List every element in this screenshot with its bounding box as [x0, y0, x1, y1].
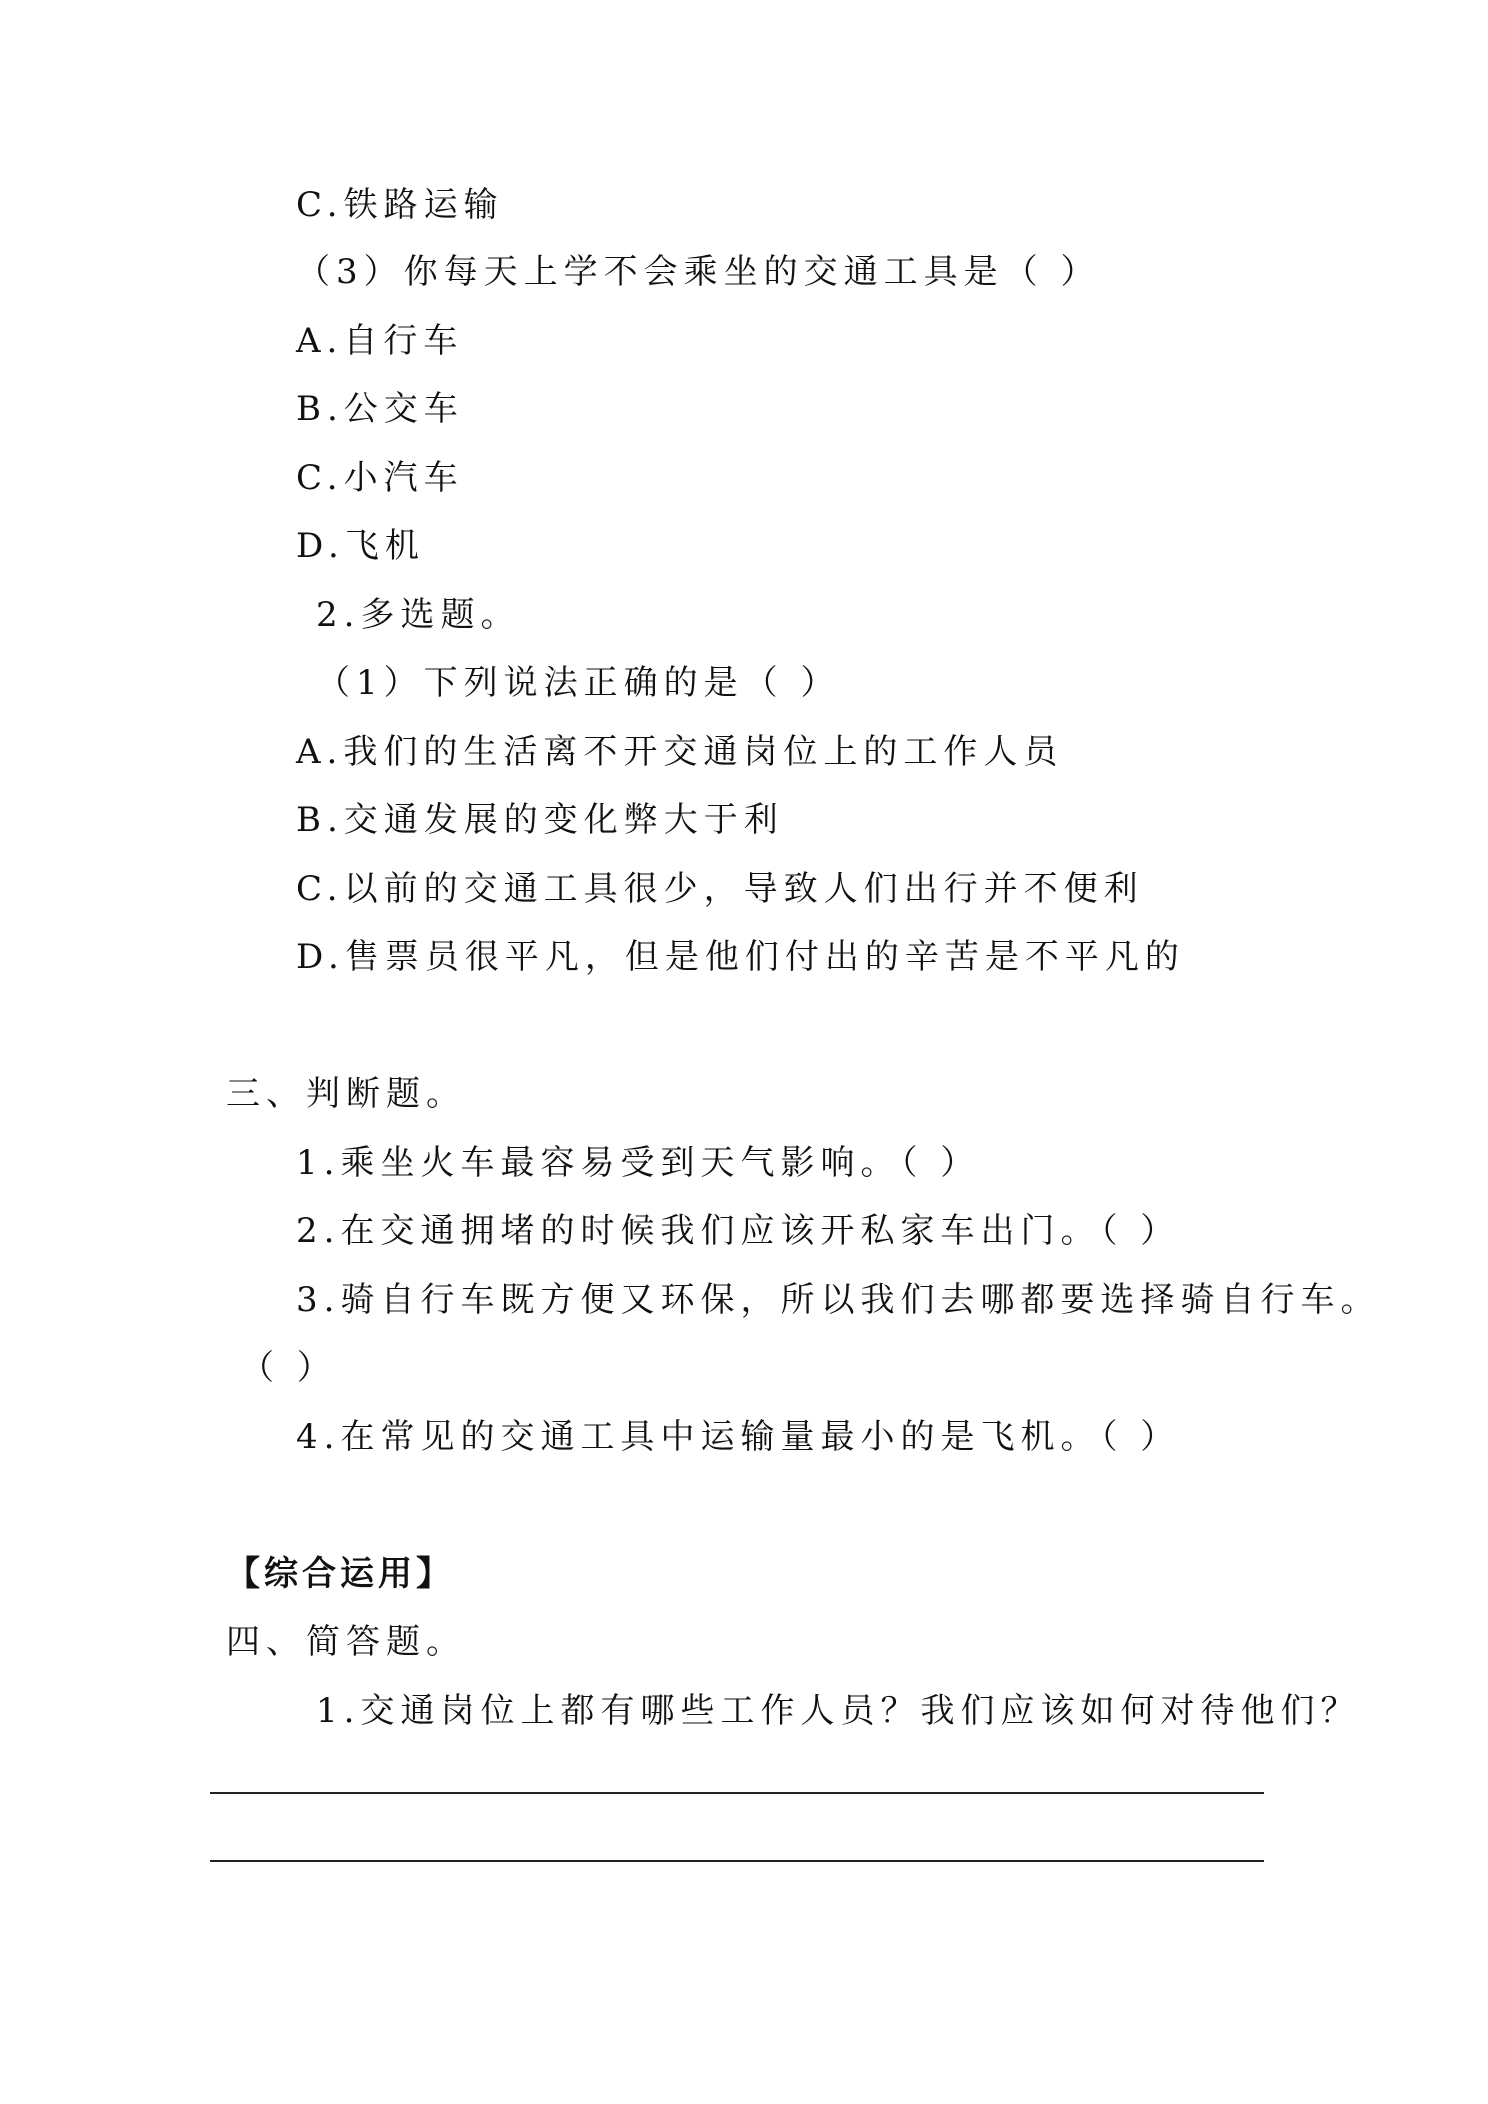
applied-section-label: 【综合运用】	[226, 1554, 454, 1594]
judgement-item-4: 4.在常见的交通工具中运输量最小的是飞机。（ ）	[296, 1417, 1181, 1457]
multi-option-d: D.售票员很平凡，但是他们付出的辛苦是不平凡的	[296, 937, 1185, 977]
multi-option-a: A.我们的生活离不开交通岗位上的工作人员	[296, 732, 1064, 772]
judgement-item-3-bracket: （ ）	[240, 1348, 337, 1388]
answer-line-2[interactable]	[210, 1860, 1264, 1862]
judgement-item-1: 1.乘坐火车最容易受到天气影响。（ ）	[296, 1143, 981, 1183]
judgement-heading: 三、判断题。	[226, 1074, 466, 1114]
answer-line-1[interactable]	[210, 1792, 1264, 1794]
short-answer-heading: 四、简答题。	[226, 1622, 466, 1662]
q3-option-d: D.飞机	[296, 526, 425, 566]
q3-option-a: A.自行车	[296, 321, 464, 361]
multi-choice-q1-stem: （1）下列说法正确的是（ ）	[316, 663, 841, 703]
multi-option-b: B.交通发展的变化弊大于利	[296, 800, 784, 840]
judgement-item-2: 2.在交通拥堵的时候我们应该开私家车出门。（ ）	[296, 1211, 1181, 1251]
question-3-stem: （3）你每天上学不会乘坐的交通工具是（ ）	[296, 252, 1101, 292]
multi-option-c: C.以前的交通工具很少，导致人们出行并不便利	[296, 869, 1144, 909]
short-answer-question-1: 1.交通岗位上都有哪些工作人员？我们应该如何对待他们？	[316, 1691, 1361, 1731]
judgement-item-3: 3.骑自行车既方便又环保，所以我们去哪都要选择骑自行车。	[296, 1280, 1381, 1320]
q3-option-c: C.小汽车	[296, 458, 464, 498]
multi-choice-heading: 2.多选题。	[316, 595, 521, 635]
q3-option-b: B.公交车	[296, 389, 464, 429]
option-c-railway: C.铁路运输	[296, 185, 504, 225]
